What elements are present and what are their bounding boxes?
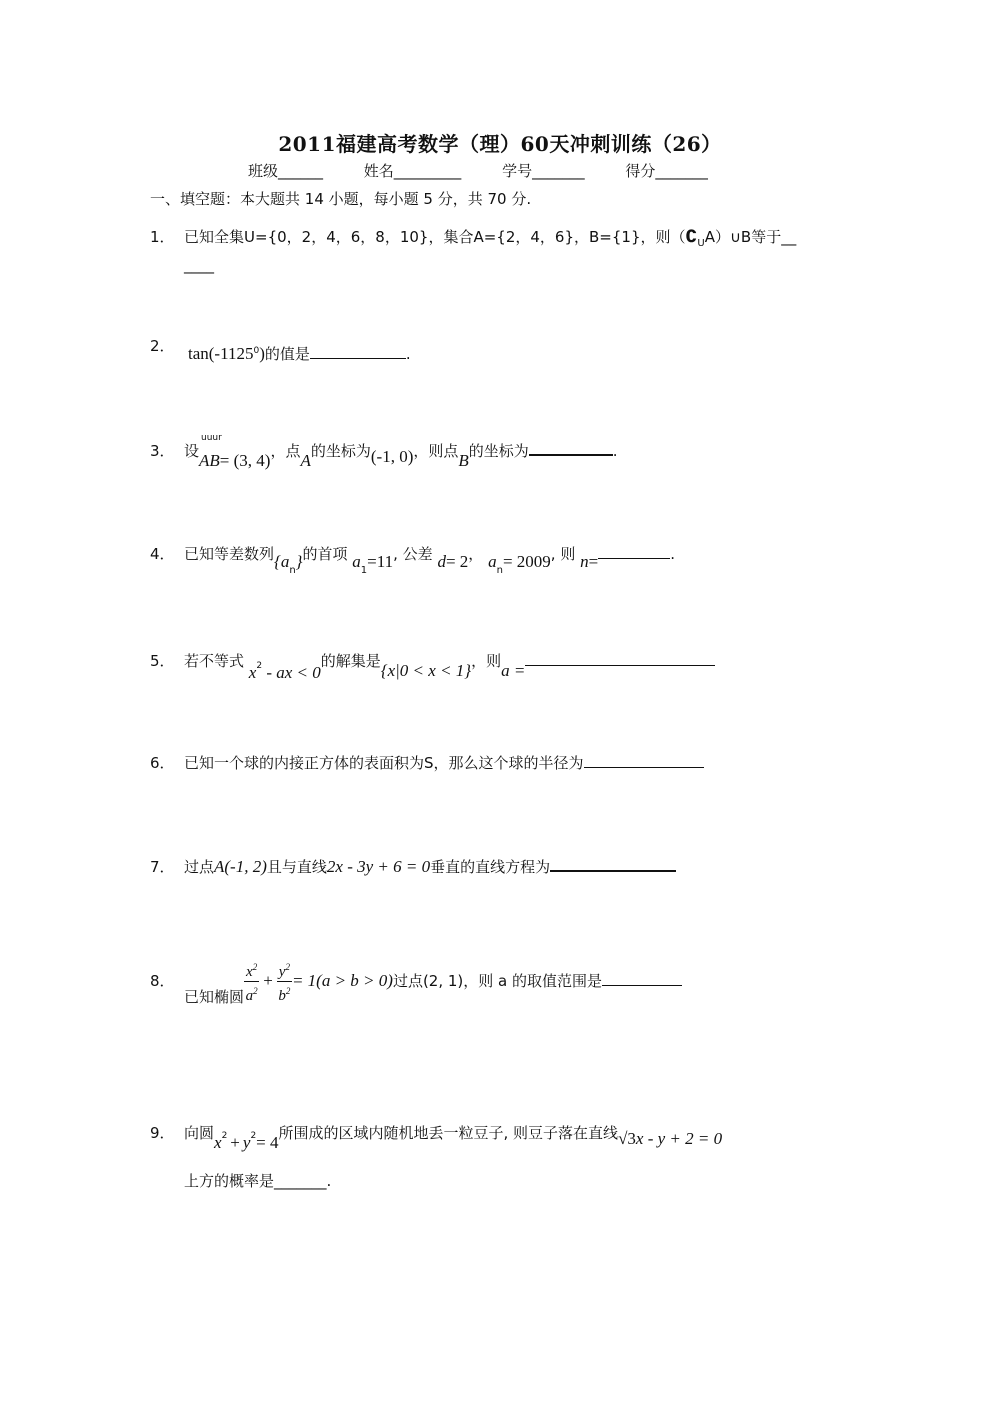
frac-b-sq: 2 [285, 986, 291, 996]
q3-end: . [612, 442, 618, 460]
answer-blank[interactable]: _______ [274, 1172, 327, 1190]
root-three: √3 [618, 1129, 636, 1148]
question-6 [150, 752, 704, 773]
section-heading: 一、填空题：本大题共 14 小题，每小题 5 分，共 70 分. [150, 190, 532, 208]
question-number: 9． [150, 1124, 175, 1142]
question-2 [150, 335, 184, 356]
q3-text-c: 的坐标为 [310, 442, 371, 460]
q7-text-c: 垂直的直线方程为 [430, 858, 551, 876]
q9-text-c: 上方的概率是 [184, 1172, 275, 1190]
question-number: 3． [150, 442, 175, 460]
ellipse-condition: = 1(a > b > 0) [291, 971, 393, 990]
q9-text-a: 向圆 [184, 1124, 215, 1142]
q8-text-b: 过点(2, 1)，则 a 的取值范围是 [392, 972, 603, 990]
circle-equals: = 4 [256, 1133, 279, 1152]
complement-symbol: ∁ [685, 227, 698, 247]
solution-set: {x|0 < x < 1} [380, 661, 472, 680]
question-8 [150, 958, 682, 1005]
q1-text-c: A={2，4，6}，B={1}，则（ [473, 228, 686, 246]
a1-value: =11 [367, 552, 394, 571]
answer-blank[interactable] [525, 664, 715, 666]
question-1-continued [184, 256, 214, 274]
question-9 [150, 1122, 723, 1152]
inequality-rest: - ax < 0 [262, 663, 321, 682]
inequality-x: x [248, 663, 257, 682]
score-field: 得分_______ [625, 162, 708, 180]
q7-text-b: 且与直线 [266, 858, 327, 876]
q4-text-f: , 则 [550, 545, 576, 563]
vector-ab [199, 433, 222, 470]
question-number: 4． [150, 545, 175, 563]
q4-text-c: , 公差 [393, 545, 433, 563]
an-subscript: n [496, 565, 503, 576]
circle-x: x [214, 1133, 222, 1152]
q4-text-b: 的首项 [302, 545, 348, 563]
point-a-coord: A(-1, 2) [214, 857, 267, 876]
question-number: 2． [150, 337, 175, 355]
point-a: A [300, 451, 311, 470]
page-title: 2011福建高考数学（理）60天冲刺训练（26） [278, 132, 722, 156]
q1-text-f: A）∪B等于__ [704, 228, 797, 246]
an-symbol: a [488, 552, 497, 571]
d-symbol: d [437, 552, 446, 571]
tan-close: ) [259, 344, 265, 363]
frac-a-sq: 2 [253, 986, 258, 996]
q4-text-e: ， [468, 545, 484, 563]
question-3 [150, 433, 618, 470]
q5-text-b: 的解集是 [320, 652, 381, 670]
an-value: = 2009 [502, 552, 551, 571]
answer-blank[interactable] [529, 453, 613, 456]
frac-y-sq: 2 [285, 962, 290, 972]
line-equation: 2x - 3y + 6 = 0 [326, 857, 431, 876]
fraction-x-over-a [244, 958, 259, 1005]
q9-text-b: 所围成的区域内随机地丢一粒豆子, 则豆子落在直线 [278, 1124, 619, 1142]
answer-blank[interactable] [550, 869, 676, 872]
question-number: 5． [150, 652, 175, 670]
answer-blank[interactable] [602, 984, 682, 986]
q6-text: 已知一个球的内接正方体的表面积为S，那么这个球的半径为 [184, 754, 584, 772]
q3-text-e: 的坐标为 [468, 442, 529, 460]
question-7 [150, 856, 676, 877]
sequence-close: } [295, 552, 303, 571]
question-1 [150, 226, 796, 249]
q2-end: . [405, 345, 411, 363]
fraction-y-over-b [277, 958, 292, 1005]
q1-sub-u: U [697, 238, 705, 249]
vector-label: AB [199, 451, 220, 470]
n-equals: = [588, 552, 599, 571]
question-number: 7． [150, 858, 175, 876]
circle-x-sq: 2 [221, 1131, 228, 1141]
question-5 [150, 650, 715, 682]
question-4 [150, 543, 675, 576]
q1-blank-continued: ____ [184, 256, 214, 274]
name-field: 姓名_________ [363, 162, 462, 180]
q8-text-a: 已知椭圆 [184, 988, 245, 1006]
q9-end: . [326, 1172, 332, 1190]
q1-text-b: U={0，2，4，6，8，10}，集合 [244, 228, 474, 246]
circle-y: y [242, 1133, 251, 1152]
frac-a: a [245, 988, 254, 1004]
q2-text: 的值是 [264, 345, 310, 363]
vector-value: = (3, 4) [219, 451, 271, 470]
a1-symbol: a [352, 552, 361, 571]
question-number: 6． [150, 754, 175, 772]
frac-b: b [278, 988, 286, 1004]
circle-y-sq: 2 [250, 1131, 257, 1141]
q4-text-a: 已知等差数列 [184, 545, 275, 563]
circle-plus: + [230, 1133, 240, 1152]
sequence-subscript: n [289, 565, 296, 576]
frac-plus: + [263, 971, 273, 990]
q3-text-d: ，则点 [413, 442, 459, 460]
point-b: B [458, 451, 469, 470]
q5-text-c: ，则 [471, 652, 502, 670]
a1-subscript: 1 [360, 565, 368, 576]
d-value: = 2 [445, 552, 469, 571]
frac-y: y [278, 964, 286, 980]
coord-a: (-1, 0) [370, 447, 414, 466]
question-2-body [188, 343, 411, 364]
frac-x-sq: 2 [252, 962, 258, 972]
answer-blank[interactable] [598, 557, 670, 559]
q3-text-a: 设 [184, 442, 200, 460]
a-equals: a = [501, 661, 526, 680]
q1-text-a: 已知全集 [184, 228, 245, 246]
line-equation: x - y + 2 = 0 [635, 1129, 723, 1148]
answer-blank[interactable] [310, 357, 406, 359]
student-info-row [248, 160, 744, 181]
n-symbol: n [580, 552, 589, 571]
tan-expression: tan(-1125 [188, 344, 254, 363]
question-number: 1． [150, 228, 175, 246]
q4-end: . [670, 545, 675, 563]
question-number: 8． [150, 972, 175, 990]
class-field: 班级______ [248, 162, 324, 180]
question-9-continued [184, 1170, 331, 1191]
inequality-square: 2 [256, 661, 263, 671]
frac-x: x [246, 964, 253, 980]
number-field: 学号_______ [502, 162, 585, 180]
q3-text-b: ，点 [270, 442, 301, 460]
answer-blank[interactable] [584, 766, 704, 768]
degree-superscript: 0 [253, 346, 260, 356]
vector-arrow: uuur [201, 433, 222, 443]
sequence-symbol: {a [274, 552, 290, 571]
q5-text-a: 若不等式 [184, 652, 245, 670]
q7-text-a: 过点 [184, 858, 215, 876]
